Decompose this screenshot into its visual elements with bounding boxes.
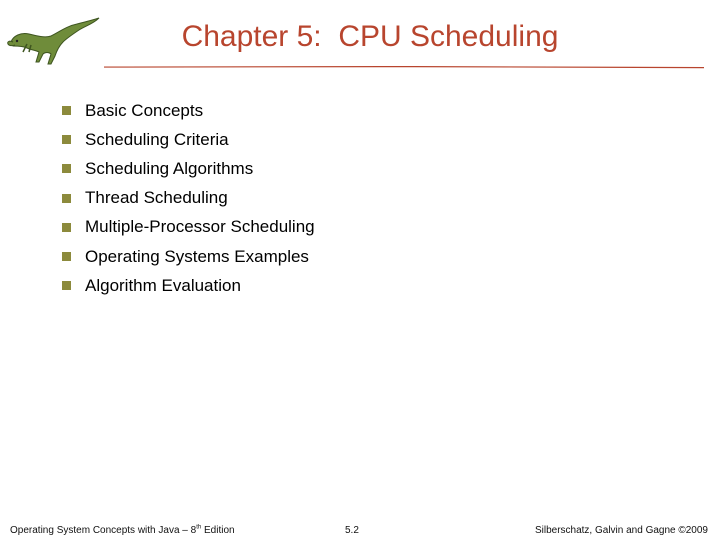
title-underline (104, 64, 704, 70)
square-bullet-icon (62, 194, 71, 203)
square-bullet-icon (62, 223, 71, 232)
bullet-item (62, 213, 315, 242)
bullet-list (62, 96, 315, 300)
bullet-text: Multiple-Processor Scheduling (85, 217, 315, 237)
dinosaur-logo-icon (5, 12, 101, 68)
bullet-item (62, 96, 315, 125)
bullet-text: Algorithm Evaluation (85, 275, 241, 295)
slide-number: 5.2 (345, 525, 359, 536)
bullet-text: Operating Systems Examples (85, 246, 309, 266)
footer-book-title-end: Edition (201, 525, 235, 536)
bullet-item (62, 154, 315, 183)
footer-copyright: Silberschatz, Galvin and Gagne ©2009 (534, 525, 708, 536)
bullet-text: Scheduling Criteria (85, 129, 229, 149)
footer-book-title (10, 525, 235, 536)
bullet-item (62, 125, 315, 154)
bullet-item (62, 271, 315, 300)
slide-title: Chapter 5: CPU Scheduling (181, 20, 559, 53)
square-bullet-icon (62, 281, 71, 290)
footer-book-title-main: Operating System Concepts with Java – 8 (10, 525, 197, 536)
bullet-text: Basic Concepts (85, 100, 204, 120)
square-bullet-icon (62, 106, 71, 115)
footer-edition-superscript: th (196, 524, 202, 531)
square-bullet-icon (62, 135, 71, 144)
bullet-item (62, 242, 315, 271)
bullet-text: Scheduling Algorithms (85, 158, 254, 178)
square-bullet-icon (62, 164, 71, 173)
bullet-text: Thread Scheduling (85, 188, 228, 208)
square-bullet-icon (62, 252, 71, 261)
bullet-item (62, 184, 315, 213)
